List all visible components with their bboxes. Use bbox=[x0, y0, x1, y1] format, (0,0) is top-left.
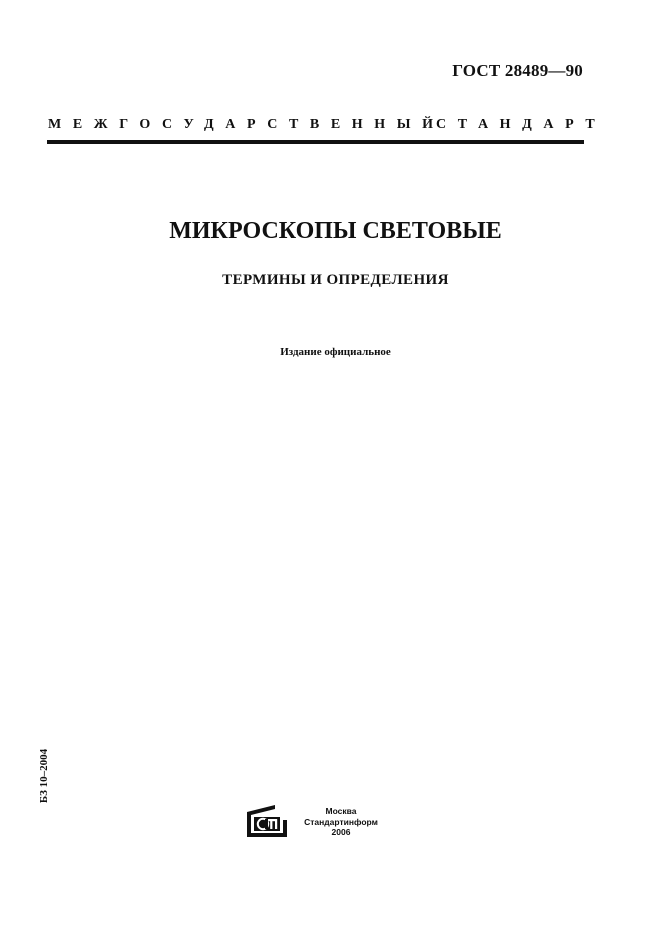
publisher-name: Стандартинформ bbox=[304, 816, 378, 827]
standard-word: СТАНДАРТ bbox=[436, 117, 607, 132]
edition-note: Издание официальное bbox=[280, 346, 391, 358]
standard-number: ГОСТ 28489—90 bbox=[452, 61, 583, 80]
side-code: БЗ 10–2004 bbox=[38, 748, 50, 804]
interstate-standard-heading bbox=[48, 117, 607, 133]
standartinform-logo-icon bbox=[245, 804, 289, 838]
publisher-year: 2006 bbox=[331, 827, 351, 837]
publisher-block bbox=[294, 806, 388, 838]
publisher-city: Москва bbox=[325, 806, 357, 816]
heading-divider bbox=[47, 140, 584, 144]
document-title: МИКРОСКОПЫ СВЕТОВЫЕ bbox=[169, 218, 502, 244]
document-subtitle: ТЕРМИНЫ И ОПРЕДЕЛЕНИЯ bbox=[222, 272, 449, 288]
interstate-word: МЕЖГОСУДАРСТВЕННЫЙ bbox=[48, 117, 445, 132]
